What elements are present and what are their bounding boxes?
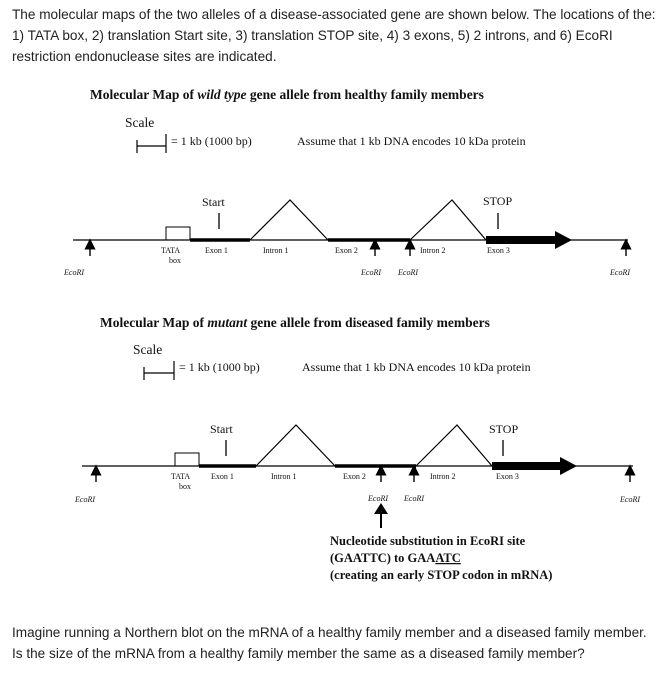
wildtype-title: Molecular Map of wild type gene allele from healthy family members [90, 87, 484, 102]
wildtype-map [63, 87, 630, 277]
wildtype-stop-label: STOP [483, 194, 513, 208]
mutant-box-label: box [179, 482, 191, 491]
wildtype-ecori-label-1: EcoRI [64, 268, 84, 277]
mutant-tata-box [175, 453, 199, 466]
mutant-start-label: Start [210, 422, 233, 436]
mutant-exon3-label: Exon 3 [496, 472, 519, 481]
wildtype-exon3-label: Exon 3 [487, 246, 510, 255]
wildtype-ecori-label-2: EcoRI [361, 268, 381, 277]
wildtype-box-label: box [169, 256, 181, 265]
mutation-note-line-2: (GAATTC) to GAAATC [330, 551, 461, 565]
wildtype-ecori-label-3: EcoRI [398, 268, 418, 277]
wildtype-exon1-label: Exon 1 [205, 246, 228, 255]
wildtype-scale-bar [137, 134, 166, 153]
mutant-intron2-label: Intron 2 [430, 472, 456, 481]
mutant-ecori-label-4: EcoRI [620, 495, 640, 504]
wildtype-ecori-label-4: EcoRI [610, 268, 630, 277]
mutant-ecori-label-2: EcoRI [368, 494, 388, 503]
wildtype-tata-label: TATA [161, 246, 181, 255]
mutation-note-line-1: Nucleotide substitution in EcoRI site [330, 534, 526, 548]
mutant-ecori-label-3: EcoRI [404, 494, 424, 503]
wildtype-exon2-label: Exon 2 [335, 246, 358, 255]
mutant-scale-text: = 1 kb (1000 bp) [179, 360, 260, 374]
question-paragraph: Imagine running a Northern blot on the mRNA of a healthy family member and a diseased family member. Is the size of the mRNA from a healthy family member the same as a diseased family member? [12, 625, 647, 661]
wildtype-intron2-label: Intron 2 [420, 246, 446, 255]
mutant-tata-label: TATA [171, 472, 191, 481]
mutant-map [74, 315, 640, 582]
mutant-intron2-loop [416, 425, 492, 466]
wildtype-assume-text: Assume that 1 kb DNA encodes 10 kDa protein [297, 134, 526, 148]
mutant-intron1-loop [256, 425, 335, 466]
mutant-assume-text: Assume that 1 kb DNA encodes 10 kDa protein [302, 360, 531, 374]
wildtype-intron1-label: Intron 1 [263, 246, 289, 255]
wildtype-intron2-loop [410, 200, 486, 240]
mutant-exon1-label: Exon 1 [211, 472, 234, 481]
wildtype-scale-label: Scale [125, 115, 155, 130]
wildtype-intron1-loop [250, 200, 328, 240]
mutant-ecori-label-1: EcoRI [75, 495, 95, 504]
intro-paragraph: The molecular maps of the two alleles of a disease-associated gene are shown below. The locations of the: 1) TATA box, 2) translation Start site, 3) translation STOP site, 4) 3 exons, 5) 2 introns, and 6) EcoRI restriction endonuclease sites are indicated. [12, 7, 656, 64]
mutant-stop-label: STOP [489, 422, 519, 436]
mutant-scale-bar [144, 361, 174, 380]
mutation-pointer-head [374, 503, 388, 514]
wildtype-tata-box [166, 227, 190, 240]
mutant-intron1-label: Intron 1 [271, 472, 297, 481]
mutation-note-line-3: (creating an early STOP codon in mRNA) [330, 568, 553, 582]
mutant-title: Molecular Map of mutant gene allele from diseased family members [100, 315, 490, 330]
wildtype-start-label: Start [202, 195, 225, 209]
mutant-exon2-label: Exon 2 [343, 472, 366, 481]
wildtype-scale-text: = 1 kb (1000 bp) [171, 134, 252, 148]
mutant-scale-label: Scale [133, 342, 163, 357]
